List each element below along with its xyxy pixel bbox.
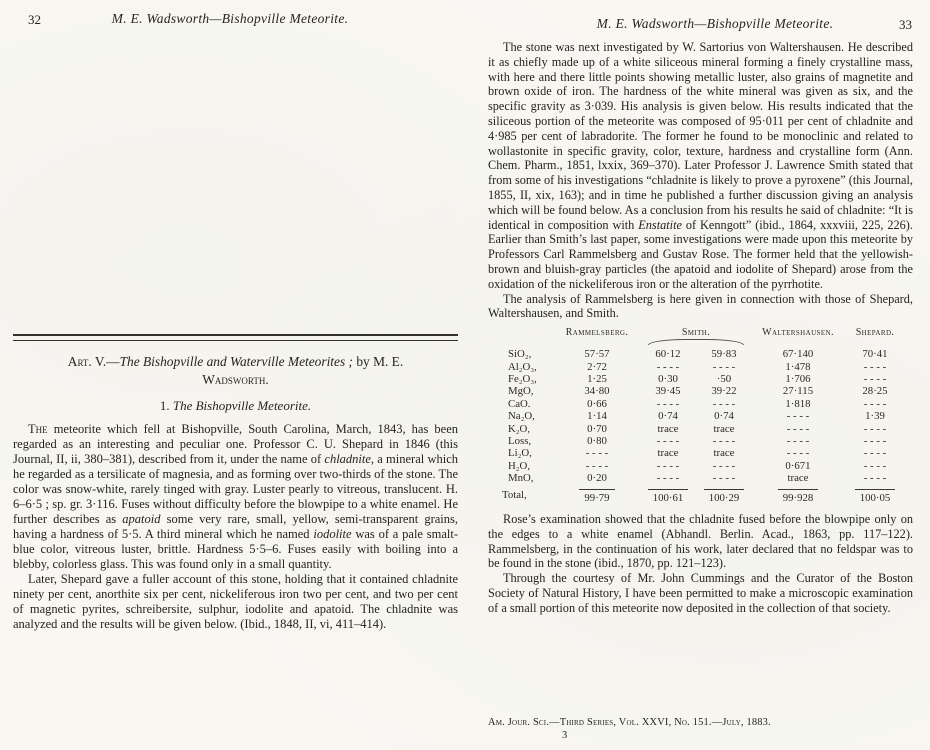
paragraph-left-2: Later, Shepard gave a fuller account of this stone, holding that it contained chladnite ninety per cent, anorthite six per cent, nickeliferous iron two per cent, and two per cent of magnetic pyrites, schreibersite, sulphur, iodolite and apatoid. The chladnite was analyzed and the results will be given below. (Ibid., 1848, II, vi, 411–414). <box>13 572 458 631</box>
paragraph-left-1: The meteorite which fell at Bishopville, South Carolina, March, 1843, has been regarded as an interesting and peculiar one. Professor C. U. Shepard in 1846 (this Journal, II, ii, 380–381), described from it, under the name of chladnite, a mineral which he regarded as a tersilicate of magnesia, and as forming over two-thirds of the stone. The color was snow-white, rarely tinged with gray. Luster pearly to vitreous, translucent. H. 6–6·5 ; sp. gr. 3·116. Fuses without difficulty before the blowpipe to a white enamel. He further describes as apatoid some very rare, small, yellow, semi-transparent grains, having a hardness of 5·5. A third mineral which he named iodolite was of a pale smalt-blue color, vitreous luster, brittle. Hardness 5·5–6. Fuses easily with boiling into a blebby, colorless glass. This was found only in a small quantity. <box>13 422 459 571</box>
left-page-body <box>13 334 458 632</box>
row-value: 1·25 <box>587 372 607 385</box>
table-row <box>488 460 913 472</box>
row-value: 0·80 <box>587 434 607 447</box>
row-label: K₂O, <box>508 422 531 435</box>
table-header-row <box>488 327 913 345</box>
article-title-line2: Wadsworth. <box>202 372 269 387</box>
row-value: trace <box>657 447 679 460</box>
row-value: 39·45 <box>655 385 681 398</box>
row-value: 0·74 <box>714 410 734 423</box>
row-value: 1·478 <box>785 360 811 373</box>
smith-brace <box>648 339 744 345</box>
row-value: - - - - <box>863 422 887 435</box>
row-value: trace <box>713 422 735 435</box>
table-row <box>488 385 913 397</box>
row-label: Total, <box>502 488 527 501</box>
column-header-rammelsberg: Rammelsberg. <box>565 327 629 339</box>
row-value: - - - - <box>585 459 609 472</box>
journal-imprint <box>488 717 913 742</box>
row-value: 99·79 <box>554 489 640 504</box>
table-row <box>488 447 913 459</box>
column-header-blank <box>488 327 554 345</box>
row-value: - - - - <box>656 472 680 485</box>
row-value: ·50 <box>716 372 732 385</box>
row-value: 99·928 <box>752 489 844 504</box>
row-label: MgO, <box>508 385 534 398</box>
row-value: 0·74 <box>658 410 678 423</box>
row-value: - - - - <box>863 434 887 447</box>
row-label: CaO. <box>508 397 531 410</box>
row-value: - - - - <box>786 410 810 423</box>
analysis-table <box>488 327 913 504</box>
row-value: 57·57 <box>584 348 610 361</box>
row-value: - - - - <box>656 360 680 373</box>
table-row <box>488 423 913 435</box>
row-value: - - - - <box>585 447 609 460</box>
row-value: 34·80 <box>584 385 610 398</box>
row-value: - - - - <box>863 459 887 472</box>
row-label: Na₂O, <box>508 410 535 423</box>
row-value: trace <box>787 472 809 485</box>
page-number: 32 <box>28 12 41 27</box>
row-label: MnO, <box>508 472 534 485</box>
row-value: - - - - <box>786 434 810 447</box>
row-value: - - - - <box>712 397 736 410</box>
row-value: 0·30 <box>658 372 678 385</box>
row-label: Fe₂O₃, <box>508 372 537 385</box>
row-value: 39·22 <box>711 385 737 398</box>
row-value: 27·115 <box>782 385 814 398</box>
column-header-shepard: Shepard. <box>855 327 895 339</box>
right-page-body <box>488 40 913 616</box>
row-value: trace <box>713 447 735 460</box>
row-value: - - - - <box>863 360 887 373</box>
row-value: - - - - <box>656 459 680 472</box>
running-head: M. E. Wadsworth—Bishopville Meteorite. <box>596 16 834 31</box>
article-title <box>13 353 458 389</box>
table-row <box>488 410 913 422</box>
page-number: 33 <box>899 17 912 32</box>
row-value: 28·25 <box>862 385 888 398</box>
row-value: 1·14 <box>587 410 607 423</box>
table-row <box>488 373 913 385</box>
row-value: 1·706 <box>785 372 811 385</box>
running-head: M. E. Wadsworth—Bishopville Meteorite. <box>111 11 349 26</box>
row-value: - - - - <box>712 434 736 447</box>
table-row <box>488 398 913 410</box>
column-header-waltershausen: Waltershausen. <box>762 327 834 339</box>
row-value: trace <box>657 422 679 435</box>
row-label: Li₂O, <box>508 447 532 460</box>
paragraph-right-2: The analysis of Rammelsberg is here given in connection with those of Shepard, Waltershausen, and Smith. <box>488 291 913 321</box>
row-value: - - - - <box>712 472 736 485</box>
row-value: - - - - <box>656 434 680 447</box>
section-heading: 1. The Bishopville Meteorite. <box>159 398 312 413</box>
paragraph-right-3: Rose’s examination showed that the chladnite fused before the blowpipe only on the edges to a white enamel (Abhandl. Berlin. Acad., 1863, pp. 117–122). Rammelsberg, in the continuation of his work, later declared that no feldspar was to be found in the stone (ibid., 1870, pp. 121–123). <box>488 512 913 571</box>
total-row <box>488 489 913 504</box>
row-value: 70·41 <box>862 348 888 361</box>
article-title-line1: Art. V.—The Bishopville and Waterville Meteorites ; by M. E. <box>67 354 404 369</box>
table-row <box>488 435 913 447</box>
row-value: 1·818 <box>785 397 811 410</box>
row-value: - - - - <box>786 447 810 460</box>
row-value: 60·12 <box>655 348 681 361</box>
row-label: Al₂O₃, <box>508 360 537 373</box>
row-value: - - - - <box>656 397 680 410</box>
row-value: - - - - <box>712 360 736 373</box>
row-value: 2·72 <box>587 360 607 373</box>
row-value: 100·61 <box>640 489 696 504</box>
table-row <box>488 348 913 360</box>
row-value: - - - - <box>863 372 887 385</box>
row-value: 0·20 <box>587 472 607 485</box>
row-value: - - - - <box>863 397 887 410</box>
row-label: SiO₂, <box>508 348 532 361</box>
row-value: 0·66 <box>587 397 607 410</box>
row-value: 0·671 <box>785 459 811 472</box>
journal-imprint-line: Am. Jour. Sci.—Third Series, Vol. XXVI, No. 151.—July, 1883. <box>488 717 771 728</box>
row-label: H₂O, <box>508 459 531 472</box>
column-header-smith: Smith. <box>640 327 752 345</box>
row-value: - - - - <box>712 459 736 472</box>
table-row <box>488 472 913 484</box>
table-row <box>488 361 913 373</box>
table-rows <box>488 348 913 484</box>
page-33 <box>465 0 930 750</box>
row-value: - - - - <box>863 447 887 460</box>
paragraph-right-1: The stone was next investigated by W. Sartorius von Waltershausen. He described it as chiefly made up of a white siliceous mineral forming a finely crystalline mass, with here and there little points showing metallic luster, also grains of magnetite and brown oxide of iron. The hardness of the white mineral was given as six, and the specific gravity as 3·039. His analysis is given below. His results indicated that the siliceous portion of the meteorite was composed of 95·011 per cent of chladnite and 4·985 per cent of labradorite. The former he found to be monoclinic and related to wollastonite in specific gravity, color, texture, hardness and crystalline form (Ann. Chem. Pharm., 1851, lxxix, 369–370). Later Professor J. Lawrence Smith stated that from some of his investigations “chladnite is likely to prove a pyroxene” (this Journal, 1855, II, xix, 163); and in time he published a further discussion giving an analysis which will be found below. As a conclusion from his results he said of chladnite: “It is identical in composition with Enstatite of Kenngott” (ibid., 1864, xxxviii, 225, 226). Earlier than Smith’s last paper, some investigations were made upon this meteorite by Professors Carl Rammelsberg and Gustav Rose. The former held that the yellowish-brown and bluish-gray particles (the apatoid and iodolite of Shepard) arose from the oxidation of the nickeliferous iron or the alteration of the pyrrhotite. <box>488 40 913 291</box>
article-rule <box>13 334 458 341</box>
row-value: 1·39 <box>865 410 885 423</box>
row-label: Loss, <box>508 434 532 447</box>
row-value: 100·05 <box>844 489 906 504</box>
row-value: - - - - <box>863 472 887 485</box>
row-value: 67·140 <box>782 348 814 361</box>
signature-mark: 3 <box>562 730 568 741</box>
paragraph-right-4: Through the courtesy of Mr. John Cummings and the Curator of the Boston Society of Natural History, I have been permitted to make a microscopic examination of a small portion of this meteorite now deposited in the collection of that society. <box>488 571 913 615</box>
row-value: - - - - <box>786 422 810 435</box>
row-value: 59·83 <box>711 348 737 361</box>
row-value: 0·70 <box>587 422 607 435</box>
row-value: 100·29 <box>696 489 752 504</box>
